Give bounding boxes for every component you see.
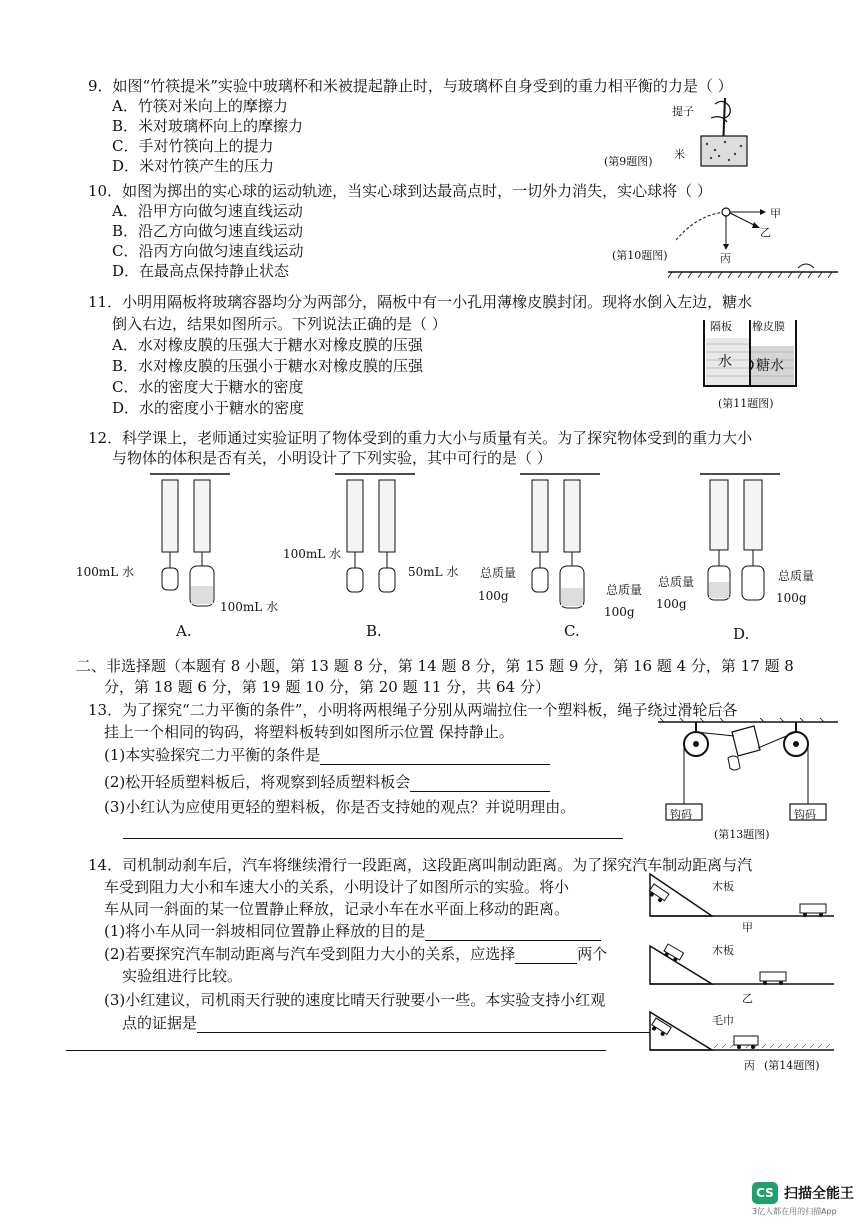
q14-figure-yi	[648, 938, 838, 996]
q12-stem-line1: 12．科学课上，老师通过实验证明了物体受到的重力大小与质量有关。为了探究物体受到的重力大小	[88, 429, 753, 447]
q12-c-left-label2: 100g	[478, 589, 509, 603]
q13-stem-line2: 挂上一个相同的钩码，将塑料板转到如图所示位置 保持静止。	[104, 723, 514, 741]
q14-stem-line1: 14．司机制动刹车后，汽车将继续滑行一段距离，这段距离叫制动距离。为了探究汽车制动距离与汽	[88, 856, 753, 874]
q13-weight-left-label: 钩码	[670, 808, 692, 821]
q14-part3-answer-line[interactable]	[66, 1050, 606, 1051]
q14-part2	[104, 944, 607, 964]
q12-b-left-label: 100mL 水	[283, 547, 342, 561]
q14-part3-text-a: (3)小红建议，司机雨天行驶的速度比晴天行驶要小一些。本实验支持小红观	[104, 991, 606, 1009]
q13-part3-text: (3)小红认为应使用更轻的塑料板，你是否支持她的观点？并说明理由。	[104, 798, 576, 816]
scanner-watermark	[752, 1178, 862, 1218]
q11-option-b: B．水对橡皮膜的压强小于糖水对橡皮膜的压强	[112, 357, 424, 375]
q10-option-d: D．在最高点保持静止状态	[112, 262, 290, 280]
q9-option-c: C．手对竹筷向上的提力	[112, 137, 274, 155]
q12-label-d: D.	[733, 625, 750, 643]
q11-option-d: D．水的密度小于糖水的密度	[112, 399, 305, 417]
q11-label-water: 水	[718, 354, 732, 370]
q12-d-right-label1: 总质量	[778, 569, 815, 583]
q14-part3-answer-blank[interactable]	[197, 1018, 653, 1033]
q10-label-jia: 甲	[770, 207, 781, 220]
q14-stem-line2: 车受到阻力大小和车速大小的关系，小明设计了如图所示的实验。将小	[104, 878, 570, 896]
q14-bing-surface-label: 毛巾	[712, 1014, 734, 1027]
q12-d-left-label2: 100g	[656, 597, 687, 611]
q14-part2-answer-blank[interactable]	[515, 949, 577, 964]
q14-figure-bing	[648, 1008, 838, 1058]
scanner-app-name: 扫描全能王	[784, 1186, 854, 1202]
q14-jia-label: 甲	[742, 921, 753, 934]
q13-part2-answer-blank[interactable]	[410, 777, 550, 792]
q14-bing-label: 丙	[744, 1059, 755, 1072]
q9-option-d: D．米对竹筷产生的压力	[112, 157, 275, 175]
q9-option-b: B．米对玻璃杯向上的摩擦力	[112, 117, 304, 135]
q13-part1	[104, 745, 550, 765]
q10-label-yi: 乙	[760, 226, 771, 239]
q12-label-a: A.	[176, 622, 192, 640]
q12-b-right-label: 50mL 水	[408, 565, 459, 579]
q12-c-right-label1: 总质量	[606, 583, 643, 597]
q13-part2	[104, 772, 550, 792]
q11-stem-line2: 倒入右边，结果如图所示。下列说法正确的是（ ）	[112, 315, 447, 333]
q11-caption: (第11题图)	[718, 397, 774, 410]
q12-c-right-label2: 100g	[604, 605, 635, 619]
q10-stem: 10．如图为掷出的实心球的运动轨迹，当实心球到达最高点时，一切外力消失，实心球将（ ）	[88, 182, 712, 200]
q11-option-a: A．水对橡皮膜的压强大于糖水对橡皮膜的压强	[112, 336, 423, 354]
q14-part3-text-b: 点的证据是	[122, 1014, 198, 1032]
q13-stem-line1: 13．为了探究“二力平衡的条件”，小明将两根绳子分别从两端拉住一个塑料板，绳子绕过滑轮后各	[88, 701, 738, 719]
q14-part1-text: (1)将小车从同一斜坡相同位置静止释放的目的是	[104, 922, 426, 940]
q14-caption: (第14题图)	[764, 1059, 820, 1072]
q9-figure-chopstick-rice	[685, 98, 765, 168]
q14-yi-label: 乙	[742, 992, 753, 1005]
q10-option-a: A．沿甲方向做匀速直线运动	[112, 202, 303, 220]
q10-option-c: C．沿丙方向做匀速直线运动	[112, 242, 304, 260]
q12-figure-b	[335, 470, 445, 620]
q11-option-c: C．水的密度大于糖水的密度	[112, 378, 304, 396]
q13-part1-answer-blank[interactable]	[320, 750, 550, 765]
q12-d-right-label2: 100g	[776, 591, 807, 605]
q14-part2-text-c: 实验组进行比较。	[122, 967, 243, 985]
q12-label-b: B.	[366, 622, 382, 640]
q14-part1	[104, 921, 601, 941]
q9-fig-label-rice: 米	[674, 148, 685, 161]
q11-label-partition: 隔板	[710, 320, 732, 333]
q12-a-left-label: 100mL 水	[76, 565, 135, 579]
section2-heading-line1: 二、非选择题（本题有 8 小题，第 13 题 8 分，第 14 题 8 分，第 15 题 9 分，第 16 题 4 分，第 17 题 8	[76, 657, 794, 675]
q13-part3-answer-line[interactable]	[123, 838, 623, 839]
q13-weight-right-label: 钩码	[794, 808, 816, 821]
q9-stem: 9．如图“竹筷提米”实验中玻璃杯和米被提起静止时，与玻璃杯自身受到的重力相平衡的力是（ ）	[88, 77, 733, 95]
q13-part2-text: (2)松开轻质塑料板后，将观察到轻质塑料板会	[104, 773, 411, 791]
section2-heading-line2: 分，第 18 题 6 分，第 19 题 10 分，第 20 题 11 分，共 64 分）	[104, 678, 550, 696]
q12-stem-line2: 与物体的体积是否有关，小明设计了下列实验，其中可行的是（ ）	[112, 449, 552, 467]
q11-stem-line1: 11．小明用隔板将玻璃容器均分为两部分，隔板中有一小孔用薄橡皮膜封闭。现将水倒入左边，糖水	[88, 293, 753, 311]
q10-label-bing: 丙	[720, 252, 731, 265]
q13-caption: (第13题图)	[714, 828, 770, 841]
q11-label-sugar-water: 糖水	[756, 358, 784, 374]
q9-fig-label-handle: 提子	[672, 105, 694, 118]
q12-a-right-label: 100mL 水	[220, 600, 279, 614]
q10-option-b: B．沿乙方向做匀速直线运动	[112, 222, 304, 240]
q9-caption: (第9题图)	[604, 155, 653, 168]
q14-yi-surface-label: 木板	[712, 944, 734, 957]
q12-c-left-label1: 总质量	[480, 566, 517, 580]
q14-part3	[122, 1013, 653, 1033]
q14-part1-answer-blank[interactable]	[425, 926, 601, 941]
q13-part1-text: (1)本实验探究二力平衡的条件是	[104, 746, 321, 764]
q12-label-c: C.	[564, 622, 580, 640]
scanner-logo-icon: CS	[752, 1182, 778, 1204]
q10-figure-trajectory	[668, 200, 838, 282]
q9-option-a: A．竹筷对米向上的摩擦力	[112, 97, 288, 115]
q10-caption: (第10题图)	[612, 249, 668, 262]
q14-jia-surface-label: 木板	[712, 880, 734, 893]
q14-part2-text-a: (2)若要探究汽车制动距离与汽车受到阻力大小的关系，应选择	[104, 945, 516, 963]
q14-stem-line3: 车从同一斜面的某一位置静止释放，记录小车在水平面上移动的距离。	[104, 900, 570, 918]
q11-label-membrane: 橡皮膜	[752, 320, 785, 333]
scanner-app-tagline: 3亿人都在用的扫描App	[752, 1207, 837, 1216]
q12-d-left-label1: 总质量	[658, 575, 695, 589]
q14-part2-text-b: 两个	[577, 945, 608, 963]
